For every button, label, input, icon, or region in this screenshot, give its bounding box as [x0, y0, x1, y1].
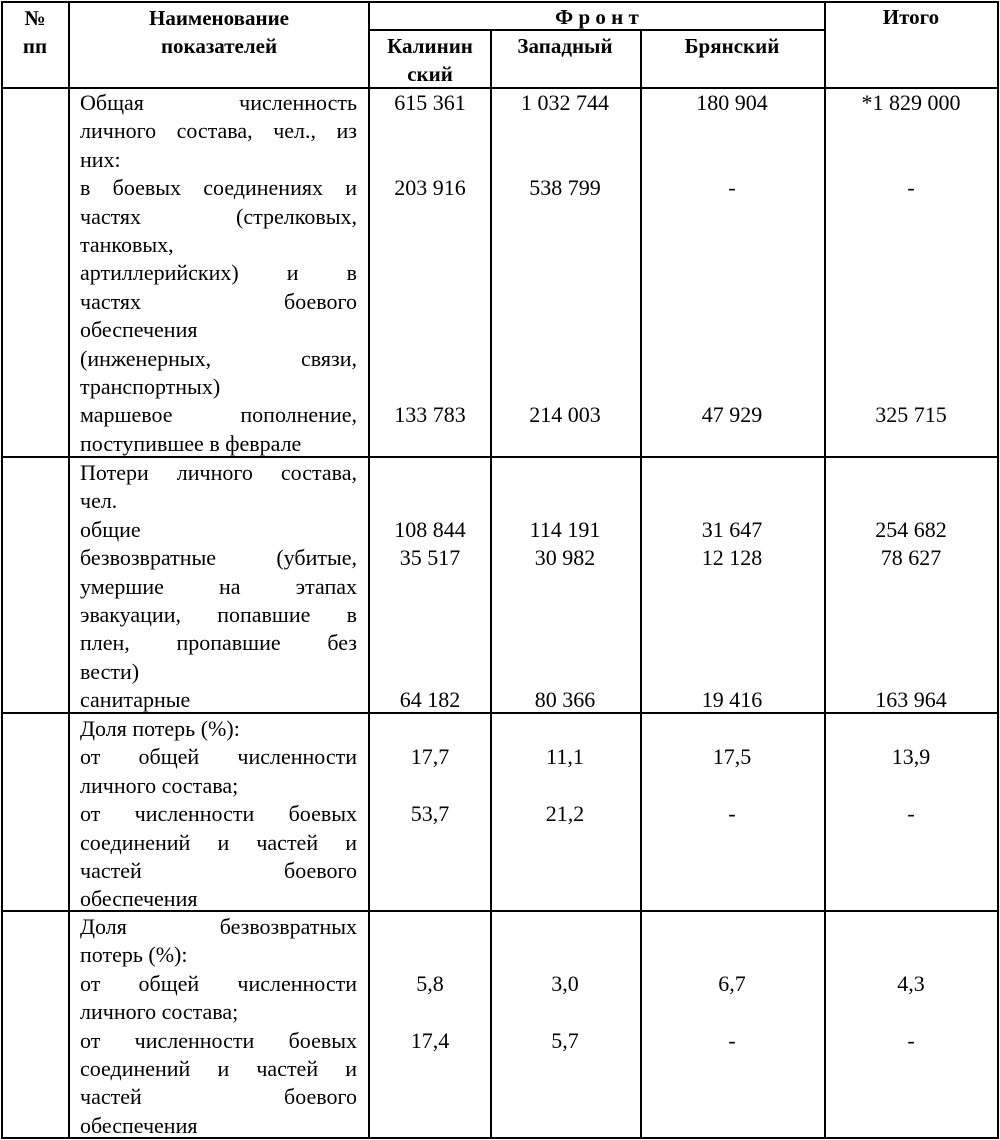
- desc-line: частях (стрелковых,: [80, 203, 357, 229]
- desc-line: соединений и частей и: [80, 1056, 357, 1082]
- value-cell: 214 003: [529, 402, 601, 428]
- section-3-desc: [80, 715, 357, 914]
- desc-line: маршевое пополнение,: [80, 402, 357, 428]
- desc-line: частей боевого: [80, 1084, 357, 1110]
- desc-line: безвозвратные (убитые,: [80, 545, 357, 571]
- value-cell: 133 783: [394, 402, 466, 428]
- value-cell: -: [728, 801, 736, 827]
- header-name-line1: Наименование: [149, 6, 289, 30]
- section-3-kalinin: [371, 715, 489, 829]
- value-cell: *1 829 000: [861, 90, 961, 115]
- value-cell: 180 904: [696, 90, 768, 115]
- value-cell: 64 182: [399, 687, 461, 713]
- value-cell: 6,7: [718, 970, 746, 996]
- desc-line: соединений и частей и: [80, 829, 357, 855]
- section-4-desc: [80, 913, 357, 1140]
- value-cell: 325 715: [875, 402, 947, 428]
- desc-line: артиллерийских) и в: [80, 260, 357, 286]
- value-cell: 30 982: [534, 545, 596, 571]
- header-num: [4, 4, 66, 60]
- header-zapadny: Западный: [517, 34, 613, 58]
- section-2-zapadny: [492, 459, 638, 715]
- value-cell: 5,7: [551, 1027, 579, 1053]
- value-cell: 1 032 744: [521, 90, 609, 115]
- value-cell: 17,7: [410, 744, 450, 770]
- desc-line: личного состава;: [80, 999, 239, 1025]
- desc-line: обеспечения: [80, 1112, 198, 1138]
- desc-line: обеспечения: [80, 886, 198, 912]
- section-2-total: [827, 459, 995, 715]
- section-3-bryansky: [642, 715, 822, 829]
- section-1-zapadny: [492, 89, 638, 430]
- header-name: [72, 4, 366, 60]
- desc-line: потерь (%):: [80, 942, 188, 968]
- value-cell: -: [728, 1027, 736, 1053]
- desc-line: от численности боевых: [80, 801, 357, 827]
- section-1-bryansky: [642, 89, 822, 430]
- desc-line: личного состава;: [80, 772, 239, 798]
- value-cell: -: [907, 801, 915, 827]
- desc-line: частей боевого: [80, 858, 357, 884]
- rule-left: [1, 1, 3, 1139]
- header-kalinin-line2: ский: [407, 62, 453, 86]
- value-cell: 203 916: [394, 175, 466, 201]
- value-cell: 615 361: [394, 90, 466, 115]
- header-bryansky: Брянский: [684, 34, 780, 58]
- value-cell: 17,4: [410, 1027, 450, 1053]
- section-2-desc: [80, 459, 357, 715]
- header-num-line2: пп: [22, 34, 48, 58]
- rule-col-k: [368, 1, 370, 1139]
- value-cell: 17,5: [712, 744, 752, 770]
- desc-line: (инженерных, связи,: [80, 345, 357, 371]
- section-1-desc: [80, 89, 357, 458]
- desc-line: танковых,: [80, 232, 174, 258]
- desc-line: Потери личного состава,: [80, 460, 357, 485]
- value-cell: 11,1: [546, 744, 584, 770]
- section-4-total: [827, 913, 995, 1055]
- value-cell: 47 929: [701, 402, 763, 428]
- value-cell: 78 627: [880, 545, 942, 571]
- desc-line: вести): [80, 658, 140, 684]
- desc-line: санитарные: [80, 687, 191, 713]
- section-2-bryansky: [642, 459, 822, 715]
- value-cell: 80 366: [534, 687, 596, 713]
- header-name-line2: показателей: [160, 34, 278, 58]
- value-cell: -: [907, 1027, 915, 1053]
- desc-line: Общая численность: [80, 90, 357, 115]
- desc-line: от общей численности: [80, 970, 357, 996]
- desc-line: транспортных): [80, 374, 221, 400]
- desc-line: Доля потерь (%):: [80, 716, 240, 741]
- desc-line: Доля безвозвратных: [80, 914, 357, 939]
- desc-line: общие: [80, 516, 141, 542]
- header-num-line1: №: [24, 6, 46, 30]
- section-1-kalinin: [371, 89, 489, 430]
- value-cell: 114 191: [529, 516, 601, 542]
- rule-col-name: [68, 1, 70, 1139]
- value-cell: 13,9: [891, 744, 931, 770]
- header-total: Итого: [882, 5, 940, 29]
- desc-line: чел.: [80, 488, 118, 514]
- section-4-bryansky: [642, 913, 822, 1055]
- section-3-total: [827, 715, 995, 829]
- desc-line: от численности боевых: [80, 1027, 357, 1053]
- desc-line: обеспечения: [80, 317, 198, 343]
- header-kalinin: [371, 32, 489, 88]
- value-cell: 31 647: [701, 516, 763, 542]
- rule-col-t: [824, 1, 826, 1139]
- value-cell: 538 799: [529, 175, 601, 201]
- desc-line: плен, пропавшие без: [80, 630, 357, 656]
- desc-line: них:: [80, 146, 121, 172]
- desc-line: от общей численности: [80, 744, 357, 770]
- section-3-zapadny: [492, 715, 638, 829]
- value-cell: 108 844: [394, 516, 466, 542]
- value-cell: -: [728, 175, 736, 201]
- header-kalinin-line1: Калинин: [387, 34, 473, 58]
- desc-line: в боевых соединениях и: [80, 175, 357, 201]
- rule-right: [997, 1, 999, 1139]
- value-cell: 4,3: [897, 970, 925, 996]
- section-4-kalinin: [371, 913, 489, 1055]
- header-front: Ф р о н т: [555, 5, 639, 29]
- value-cell: 3,0: [551, 970, 579, 996]
- value-cell: 53,7: [410, 801, 450, 827]
- value-cell: 19 416: [701, 687, 763, 713]
- section-2-kalinin: [371, 459, 489, 715]
- desc-line: поступившее в феврале: [80, 430, 302, 456]
- value-cell: 35 517: [399, 545, 461, 571]
- section-1-total: [827, 89, 995, 430]
- value-cell: 21,2: [545, 801, 585, 827]
- section-4-zapadny: [492, 913, 638, 1055]
- desc-line: умершие на этапах: [80, 573, 357, 599]
- value-cell: 12 128: [701, 545, 763, 571]
- value-cell: -: [907, 175, 915, 201]
- desc-line: личного состава, чел., из: [80, 118, 357, 144]
- value-cell: 254 682: [875, 516, 947, 542]
- value-cell: 163 964: [875, 687, 947, 713]
- value-cell: 5,8: [416, 970, 444, 996]
- desc-line: эвакуации, попавшие в: [80, 602, 357, 628]
- desc-line: частях боевого: [80, 288, 357, 314]
